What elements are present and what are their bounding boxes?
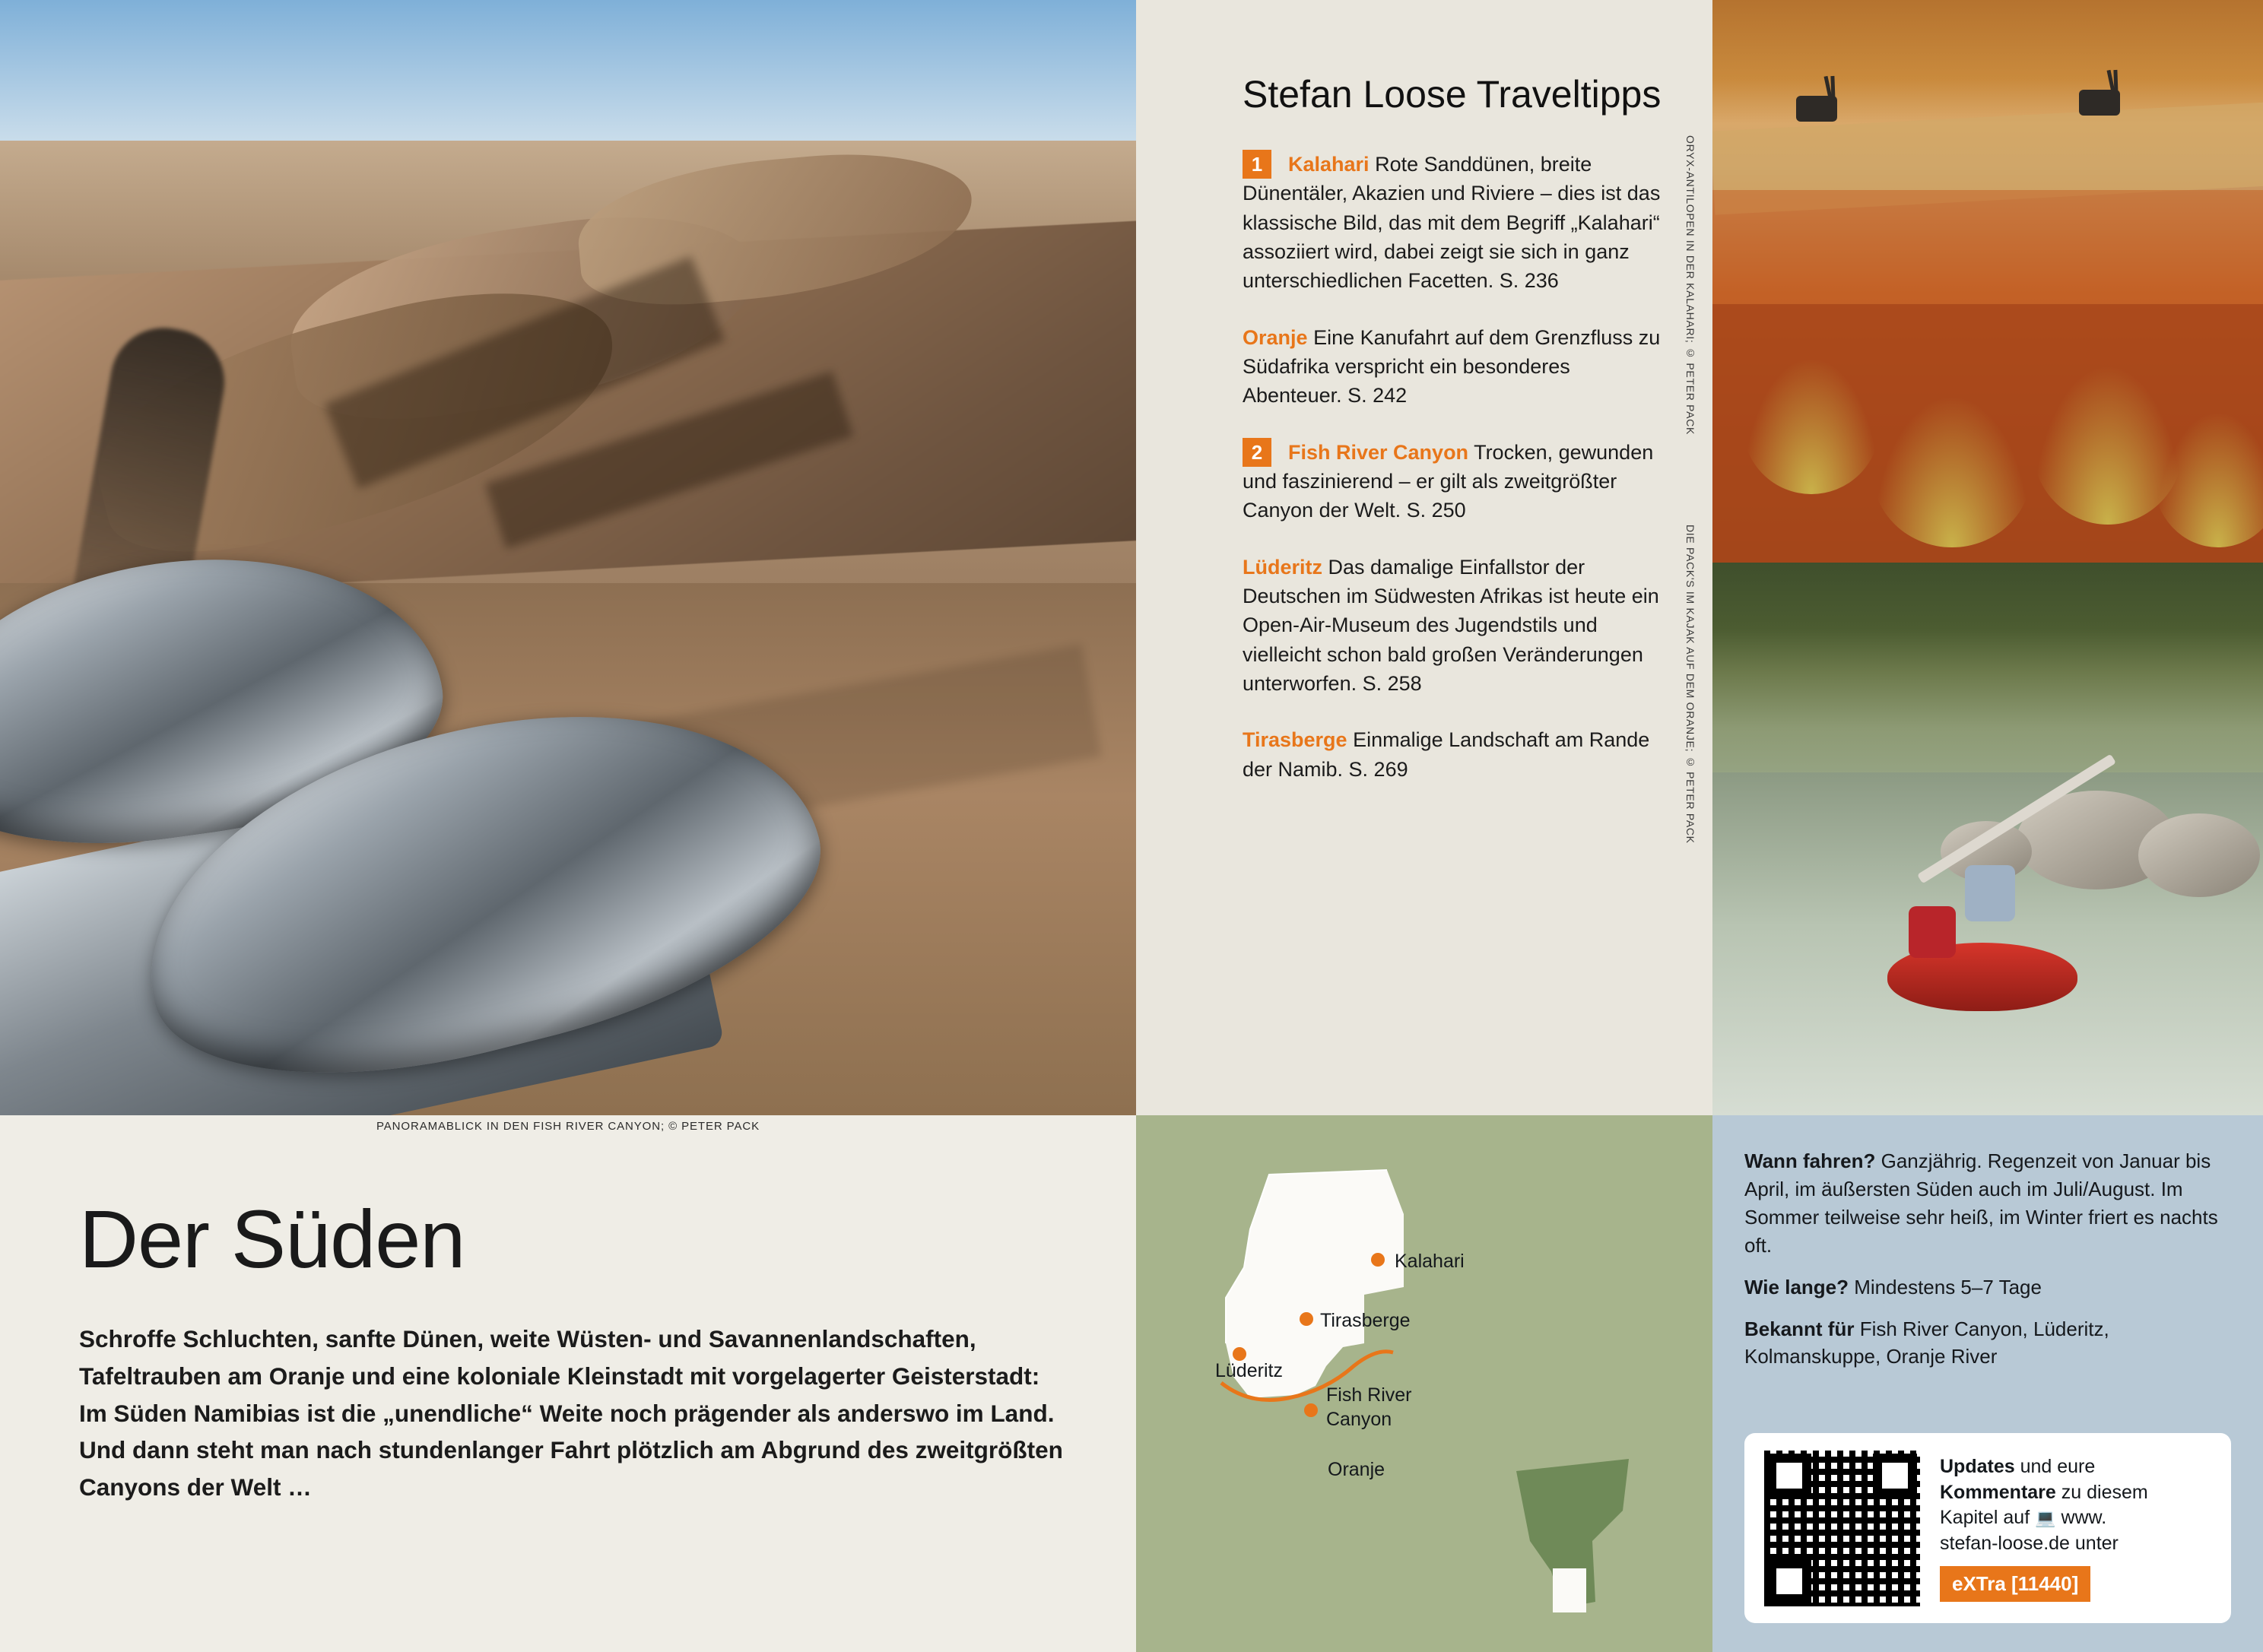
sky-area: [0, 0, 1136, 152]
map-dot-kalahari: [1371, 1253, 1385, 1267]
map-label-kalahari: Kalahari: [1395, 1251, 1465, 1272]
tip-text: Einmalige Landschaft am Rande der Namib. S. 269: [1243, 728, 1650, 781]
when-to-go-label: Wann fahren?: [1744, 1149, 1876, 1172]
tip-keyword: Oranje: [1243, 325, 1308, 349]
qr-code[interactable]: [1764, 1451, 1920, 1606]
kayak-river-photo: [1712, 563, 2263, 1115]
map-dot-luederitz: [1233, 1347, 1246, 1361]
map-dot-tirasberge: [1300, 1312, 1313, 1326]
aerial-photo-caption: PANORAMABLICK IN DEN FISH RIVER CANYON; © PETER PACK: [0, 1115, 1136, 1146]
tip-keyword: Kalahari: [1288, 153, 1370, 176]
kapitel-auf-text: Kapitel auf: [1940, 1507, 2030, 1529]
tip-item: [1243, 553, 1671, 699]
chapter-lead-paragraph: Schroffe Schluchten, sanfte Dünen, weite Wüsten- und Savannenlandschaften, Tafeltrauben am Oranje und eine koloniale Kleinstadt mit vorgelagerter Geisterstadt: Im Süden Namibias ist die „unendliche“ Weite noch prägender als anderswo im Land. Und dann steht man nach stundenlanger Fahrt plötzlich am Abgrund des zweitgrößten Canyons der Welt …: [79, 1325, 1063, 1501]
oryx-photo-credit: ORYX-ANTILOPEN IN DER KALAHARI; © PETER PACK: [1684, 135, 1696, 436]
tip-item: [1243, 323, 1671, 411]
oryx-antelope-right: [2079, 90, 2120, 116]
paddler-rear: [1965, 865, 2015, 921]
country-inset-highlight: [1553, 1568, 1586, 1612]
kommentare-rest: zu diesem: [2055, 1481, 2148, 1503]
when-to-go-text: Ganzjährig. Regenzeit von Januar bis April, im äußersten Süden auch im Juli/August. Im Sommer teilweise sehr heiß, im Winter friert es nachts oft.: [1744, 1149, 2218, 1257]
tip-text: Trocken, gewunden und faszinierend – er gilt als zweitgrößter Canyon der Welt. S. 250: [1243, 440, 1654, 522]
tip-keyword: Tirasberge: [1243, 728, 1347, 752]
website-text: stefan-loose.de unter: [1940, 1533, 2119, 1555]
qr-update-card[interactable]: [1744, 1433, 2231, 1623]
tip-item: [1243, 150, 1671, 296]
known-for-block: [1744, 1315, 2231, 1371]
tip-text: Das damalige Einfallstor der Deutschen im Südwesten Afrikas ist heute ein Open-Air-Museum des Jugendstils und vielleicht schon bald großen Veränderungen unterworfen. S. 258: [1243, 555, 1659, 695]
map-dot-fish-river-canyon: [1304, 1403, 1318, 1417]
map-label-oranje: Oranje: [1328, 1459, 1385, 1480]
practical-info-panel: [1712, 1115, 2263, 1652]
tip-number-badge: 1: [1243, 150, 1271, 179]
qr-card-text: [1940, 1454, 2148, 1602]
qr-eye-top-left: [1767, 1454, 1811, 1498]
tip-text: Eine Kanufahrt auf dem Grenzfluss zu Südafrika verspricht ein besonderes Abenteuer. S. 242: [1243, 325, 1661, 407]
tip-text: Rote Sanddünen, breite Dünentäler, Akazien und Riviere – dies ist das klassische Bild, das mit dem Begriff „Kalahari“ assoziiert wird, dabei zeigt sie sich in ganz unterschiedlichen Facetten. S. 236: [1243, 153, 1661, 293]
namibia-south-map: [1136, 1115, 1712, 1652]
kommentare-label: Kommentare: [1940, 1481, 2056, 1503]
tip-item: [1243, 438, 1671, 525]
map-graphic: [1136, 1115, 1712, 1652]
traveltipps-panel: [1136, 0, 1712, 1115]
map-label-fish-river: Fish River: [1326, 1384, 1412, 1406]
paddler-front: [1909, 906, 1956, 958]
kayak-photo-credit: DIE PACK'S IM KAJAK AUF DEM ORANJE; © PETER PACK: [1684, 525, 1696, 844]
oryx-antelope-left: [1796, 96, 1837, 122]
traveltipps-heading: Stefan Loose Traveltipps: [1243, 73, 1662, 116]
duration-label: Wie lange?: [1744, 1275, 1849, 1298]
map-label-luederitz: Lüderitz: [1215, 1360, 1283, 1381]
when-to-go-block: [1744, 1147, 2231, 1260]
grass-tuft: [1743, 357, 1880, 494]
dune-crest: [1712, 190, 2263, 304]
qr-eye-bottom-left: [1767, 1559, 1811, 1603]
river-rock-b: [2138, 813, 2260, 897]
extra-code-badge[interactable]: eXTra [11440]: [1940, 1566, 2090, 1602]
www-text: www.: [2061, 1507, 2107, 1529]
duration-text: Mindestens 5–7 Tage: [1854, 1275, 2042, 1298]
known-for-label: Bekannt für: [1744, 1317, 1855, 1340]
oryx-dune-photo: [1712, 0, 2263, 563]
aerial-canyon-photo: [0, 0, 1136, 1115]
known-for-text: Fish River Canyon, Lüderitz, Kolmanskuppe, Oranje River: [1744, 1317, 2109, 1368]
updates-rest: und eure: [2014, 1455, 2096, 1477]
laptop-icon: 💻: [2035, 1508, 2056, 1528]
tip-item: [1243, 725, 1671, 784]
tip-number-badge: 2: [1243, 438, 1271, 467]
tip-keyword: Lüderitz: [1243, 555, 1322, 579]
map-label-canyon: Canyon: [1326, 1409, 1392, 1430]
updates-label: Updates: [1940, 1455, 2015, 1477]
tip-keyword: Fish River Canyon: [1288, 440, 1469, 464]
duration-block: [1744, 1273, 2231, 1302]
grass-tuft: [1872, 395, 2032, 547]
page-title: Der Süden: [79, 1193, 465, 1285]
chapter-intro-panel: [0, 1115, 1136, 1652]
map-label-tirasberge: Tirasberge: [1320, 1310, 1411, 1331]
qr-eye-top-right: [1873, 1454, 1917, 1498]
